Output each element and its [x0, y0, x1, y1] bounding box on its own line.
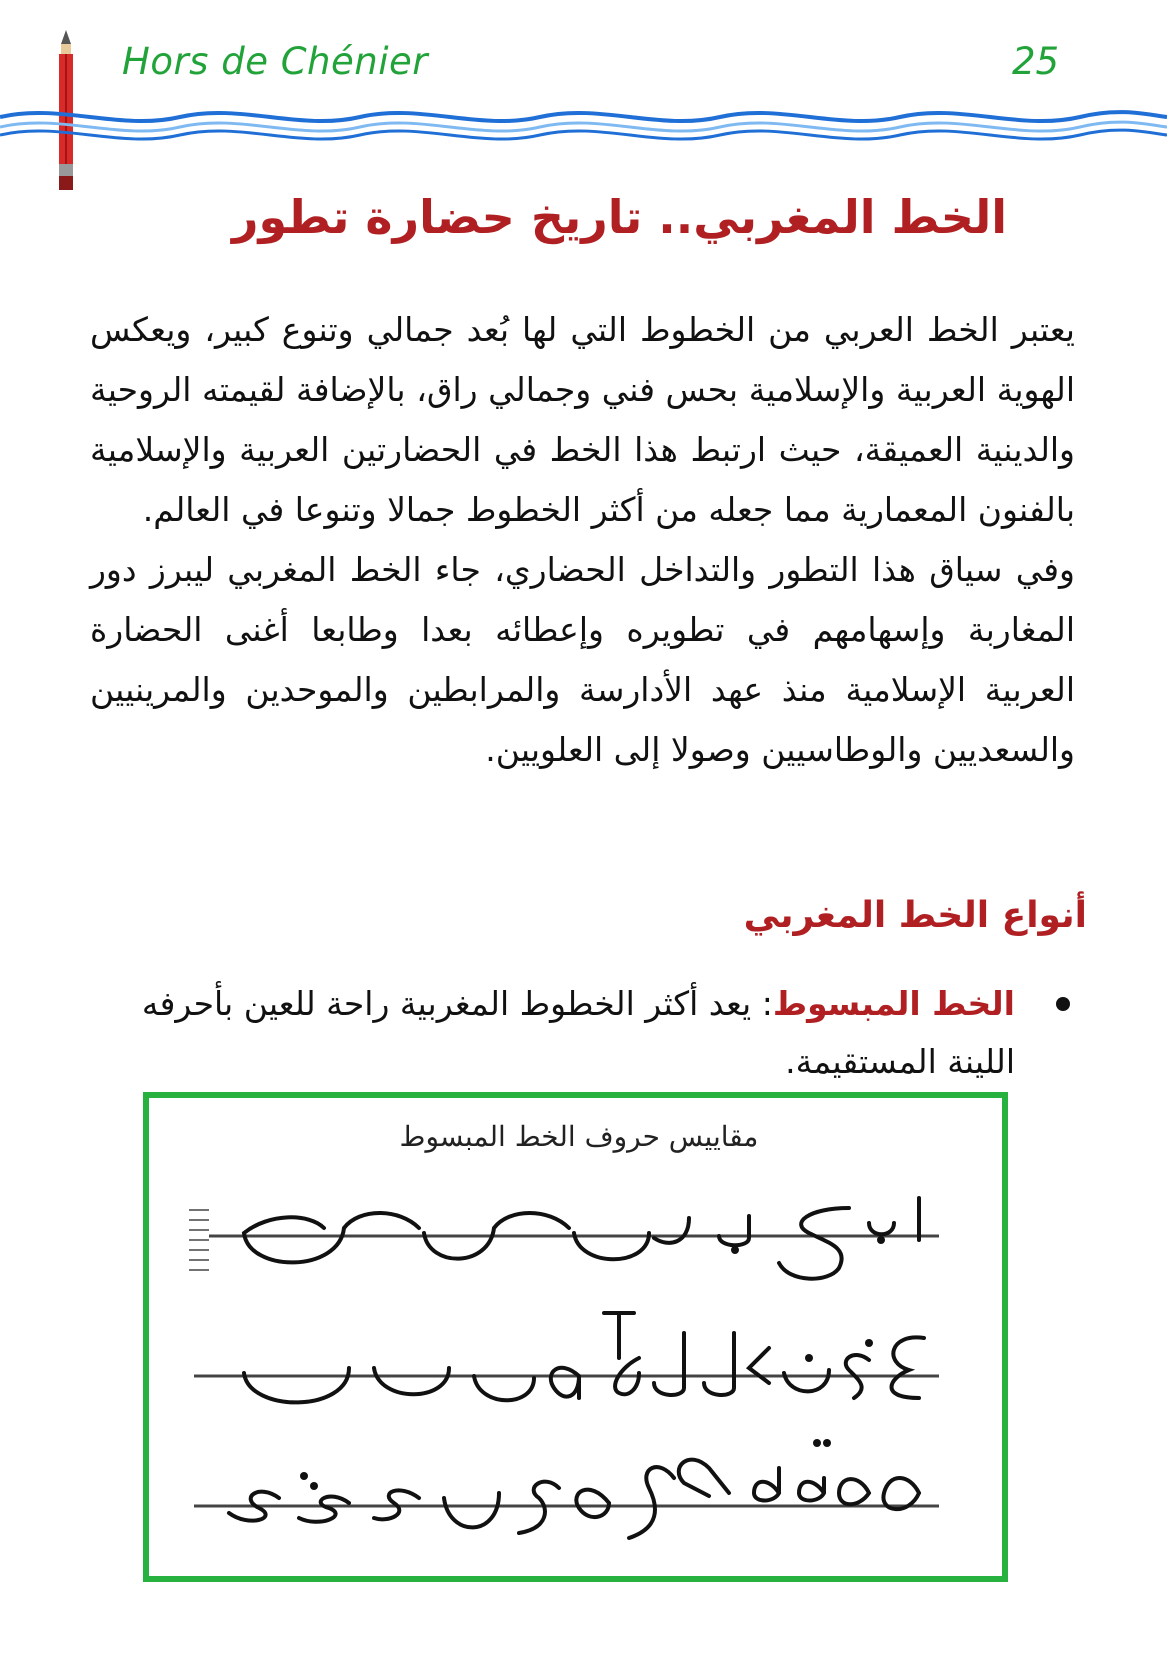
- paragraph: يعتبر الخط العربي من الخطوط التي لها بُعد جمالي وتنوع كبير، ويعكس الهوية العربية والإسلامية بحس فني وجمالي راق، بالإضافة لقيمته الروحية والدينية العميقة، حيث ارتبط هذا الخط في الحضارتين العربية والإسلامية بالفنون المعمارية مما جعله من أكثر الخطوط جمالا وتنوعا في العالم.: [90, 310, 1075, 529]
- bullet-icon: [1056, 997, 1070, 1011]
- styles-list: [80, 975, 1080, 1091]
- calligraphy-figure: [143, 1092, 1008, 1582]
- page-header: [0, 0, 1167, 190]
- article-title: الخط المغربي.. تاريخ حضارة تطور: [232, 190, 1007, 244]
- list-item-term: الخط المبسوط: [772, 984, 1015, 1023]
- decorative-waves: [0, 95, 1167, 155]
- list-item: [80, 975, 1080, 1091]
- calligraphy-letters-illustration: [149, 1098, 1002, 1576]
- paragraph: وفي سياق هذا التطور والتداخل الحضاري، جاء الخط المغربي ليبرز دور المغاربة وإسهامهم في تطويره وإعطائه بعدا وطابعا أغنى الحضارة العربية الإسلامية منذ عهد الأدارسة والمرابطين والموحدين والمرينيين والسعديين والوطاسيين وصولا إلى العلويين.: [90, 550, 1075, 769]
- figure-caption: مقاييس حروف الخط المبسوط: [399, 1120, 759, 1153]
- page-number: 25: [1012, 40, 1060, 83]
- list-item-description: : يعد أكثر الخطوط المغربية راحة للعين بأحرفه اللينة المستقيمة.: [141, 984, 1015, 1081]
- article-body: [90, 300, 1075, 780]
- running-title: Hors de Chénier: [122, 40, 428, 83]
- section-heading: أنواع الخط المغربي: [743, 895, 1087, 936]
